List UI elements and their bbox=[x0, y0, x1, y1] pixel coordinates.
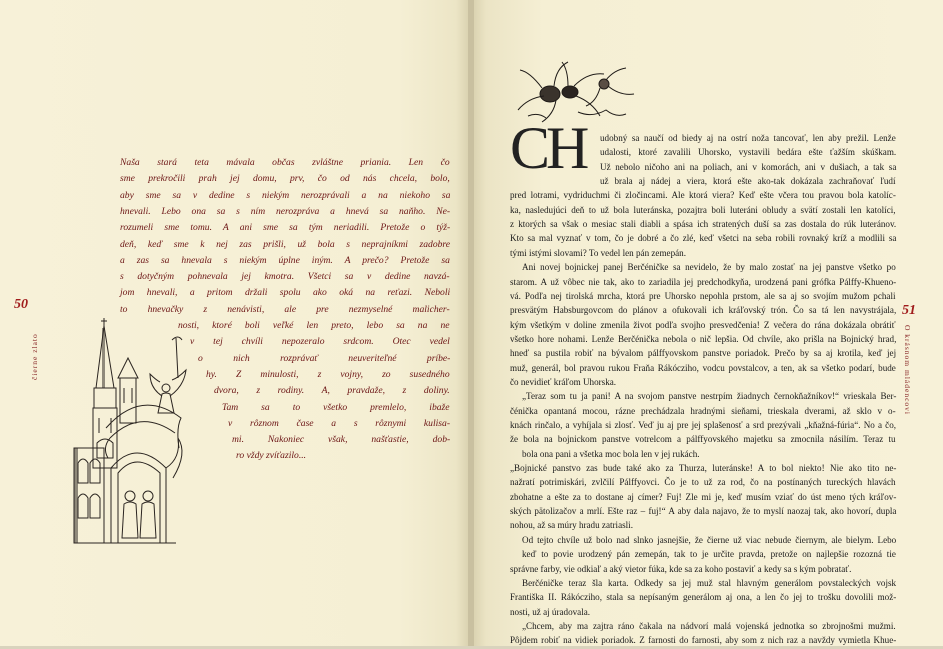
right-text-line: ských pätolizačov a mrlí. Ešte raz – fuj!“ A aby dala najavo, že to myslí naozaj tak, ako hovorí, dupla bbox=[510, 506, 897, 517]
right-text-line: Kto sa mal vyznať v tom, čo je dobré a čo zlé, keď všetci na seba robili rovnaký kríž a modlili sa bbox=[510, 233, 897, 244]
left-text-line: Naša stará teta mávala občas zvláštne priania. Len čo bbox=[120, 157, 450, 168]
left-text-line: jom hnevali, a pritom držali spolu ako oká na reťazi. Neboli bbox=[120, 287, 451, 299]
right-text-line: čo nevidieť kráľom Uhorska. bbox=[510, 376, 617, 387]
left-text-line: sme prekročili prah jej domu, prv, čo od nás chcela, bolo, bbox=[120, 173, 450, 185]
right-text-line: udalosti, ktoré zavalili Uhorsko, vystavili bedára ešte ťažším skúškam. bbox=[600, 147, 897, 158]
right-text-line: že bola na bojnickom panstve votrelcom a pálffyovského majetku sa zmocnila násilím. Teraz tu bbox=[510, 434, 896, 445]
left-text-line: hy. Z minulosti, z vojny, zo susedného bbox=[206, 368, 450, 380]
right-text-line: Už nebolo ničoho ani na poliach, ani v komorách, ani v dušiach, a tak sa bbox=[600, 161, 897, 172]
right-text-line: kým všetkým v doline zmenila život podľa svojho presvedčenia! Z večera do rána dokázala obrátiť bbox=[510, 319, 896, 330]
right-text-line: pred lotrami, vydriduchmi či zločincami. Ale ktorá viera? Keď ešte včera tou pravou bola katolíc- bbox=[510, 190, 896, 201]
right-text-line: vá. Podľa nej tirolská mrcha, ktorá pre Uhorsko nepohla prstom, ale sa aj so svojím mužom pchali bbox=[510, 290, 896, 301]
left-running-head: čierne zlato bbox=[30, 333, 39, 380]
right-text-line: už brala aj nádej a viera, ktorá ešte ako-tak dokázala zachraňovať ľudí bbox=[600, 176, 896, 187]
right-text-line: správne farby, vie odkiaľ a aký vietor fúka, kde sa za koho postaviť a kedy sa s kým pobratať. bbox=[510, 563, 852, 574]
right-text-line: Františka II. Rákócziho, stala sa nepísaným generálom aj ona, a len čo jej to trošku dovolili mož- bbox=[510, 592, 897, 603]
left-text-line: Tam sa to všetko premlelo, ibaže bbox=[222, 401, 450, 413]
right-text-line: „Bojnické panstvo zas bude také ako za Thurza, luteránske! A to bol niekto! Nie ako tito ne- bbox=[510, 463, 897, 474]
left-text-line: ro vždy zvíťazilo... bbox=[236, 450, 307, 462]
right-text-line: tými istými slovami? To vedel len pán zemepán. bbox=[510, 247, 686, 258]
right-page-number: 51 bbox=[902, 303, 916, 318]
left-text-line: mi. Nakoniec však, našťastie, dob- bbox=[232, 434, 451, 446]
book-gutter bbox=[468, 0, 474, 646]
right-text-line: hneď sa pustila robiť na bývalom pálffyovskom panstve poriadok. Prečo by sa aj krotila, keď jej bbox=[510, 348, 897, 359]
right-text-line: nažratí potrimiskári, zvlčilí Pálffyovci. Čo je to už za rod, čo na postínaných tureckých hlavách bbox=[510, 477, 896, 488]
left-text-line: to hnevačky z nenávisti, ale pre nezmyselné malicher- bbox=[120, 303, 450, 315]
left-text-line: v rôznom čase a s rôznymi kulisa- bbox=[228, 417, 451, 429]
right-text-line: nohou, až sa múry hradu zatriasli. bbox=[510, 520, 633, 531]
left-text-line: nosti, ktoré boli veľké len preto, lebo sa na ne bbox=[178, 320, 450, 331]
right-running-head: O krásnom mládencovi bbox=[903, 325, 912, 415]
right-text-line: zbohatne a ešte za to dostane aj címer? Fuj! Zle mi je, keď musím vziať do úst meno tých kráľov- bbox=[510, 491, 897, 502]
left-text-line: o nich rozprávať neuveriteľné príbe- bbox=[198, 352, 451, 364]
left-page-number: 50 bbox=[14, 297, 28, 312]
left-text-line: a zas sa hnevala s niekým úplne iným. A prečo? Pretože sa bbox=[120, 254, 450, 266]
left-text-line: s dotyčným pohnevala jej kmotra. Všetci sa v dedine navzá- bbox=[120, 271, 450, 283]
right-text-line: keď to povie urodzený pán zemepán, tak to je určite pravda, pretože on najlepšie rozozná tie bbox=[522, 549, 896, 560]
right-text-line: z ktorých sa však o mesiac stali diabli a spása ich stratených duší sa zas dostala do rúk luteránov. bbox=[510, 219, 897, 230]
right-text-line: udobný sa naučí od biedy aj na ostrí noža tancovať, len aby prežil. Lenže bbox=[600, 133, 896, 143]
left-text-line: v tej chvíli nepozeralo srdcom. Otec vedel bbox=[190, 336, 450, 348]
left-text-line: deň, keď sme k nej zas prišli, už bola s neprajníkmi zadobre bbox=[120, 238, 451, 250]
left-text-line: aby sme sa v dedine s niekým nerozprávali a na niekoho sa bbox=[120, 189, 451, 201]
drop-cap: CH bbox=[510, 115, 586, 181]
right-text-line: muž, generál, bol pravou rukou Fraňa Rákócziho, vodcu povstalcov, a ten, ak sa všetko podarí, bude bbox=[510, 362, 896, 373]
right-text-line: bola ona pani a všetka moc bola len v jej rukách. bbox=[522, 448, 700, 459]
right-text-line: nosti, už aj úradovala. bbox=[510, 606, 591, 617]
right-text-line: knách rinčalo, a vyhíjala si zlosť. Veď ju aj pre jej splašenosť a srd prezývali „kňažná-fúria“. No a čo, bbox=[510, 420, 897, 430]
right-text-line: Pôjdem robiť na vidiek poriadok. Z farnosti do farnosti, aby som z nich raz a navždy vymietla Khue- bbox=[510, 635, 897, 646]
right-text-line: presvätým Habsburgovcom do plánov a ofukovali ich kráľovský trón. Čo sa tá len navystrájala, bbox=[510, 305, 897, 316]
right-text-line: Od tejto chvíle už bolo nad slnko jasnejšie, že čierne už viac nebude čiernym, ale bielym. Lebo bbox=[522, 534, 897, 545]
left-text-line: dvora, z rodiny. A, pravdaže, z doliny. bbox=[214, 385, 450, 397]
left-text-line: hnevali. Lebo ona sa s ním nerozpráva a hnevá sa naňho. Ne- bbox=[120, 205, 451, 217]
right-text-line: všetko hore nohami. Lenže Berčénička nebola o nič lepšia. Od chvíle, ako prišla na Bojnický hrad, bbox=[510, 333, 897, 344]
left-text-line: rozumeli sme tomu. A ani sme sa tým neriadili. Pretože o týž- bbox=[120, 222, 451, 234]
right-text-line: „Chcem, aby ma zajtra ráno čakala na nádvorí malá vojenská jednotka so zbrojnošmi mužmi. bbox=[522, 620, 896, 631]
right-text-line: ka, nasledujúci deň to už bola luteránska, pozajtra boli luteráni obludy a svätí zostali len katolíci, bbox=[510, 204, 896, 215]
right-text-line: čénička opantaná mocou, rázne prechádzala hradnými sieňami, trieskala dverami, až sklo v o- bbox=[510, 405, 896, 416]
right-text-line: Berčéničke teraz šla karta. Odkedy sa jej muž stal hlavným generálom povstaleckých vojsk bbox=[522, 577, 897, 588]
right-text-line: Ani novej bojnickej panej Berčéničke sa nevidelo, že by malo zostať na jej panstve všetko po bbox=[522, 262, 896, 273]
church-illustration bbox=[66, 318, 196, 548]
right-text-line: starom. A už vôbec nie tak, ako to zariadila jej predchodkyňa, urodzená pani grófka Pálffy-Khueno- bbox=[510, 276, 897, 287]
right-text-line: „Teraz som tu ja pani! A na svojom panstve nestrpím žiadnych černokňažníkov!“ vrieskala Ber- bbox=[522, 391, 897, 402]
